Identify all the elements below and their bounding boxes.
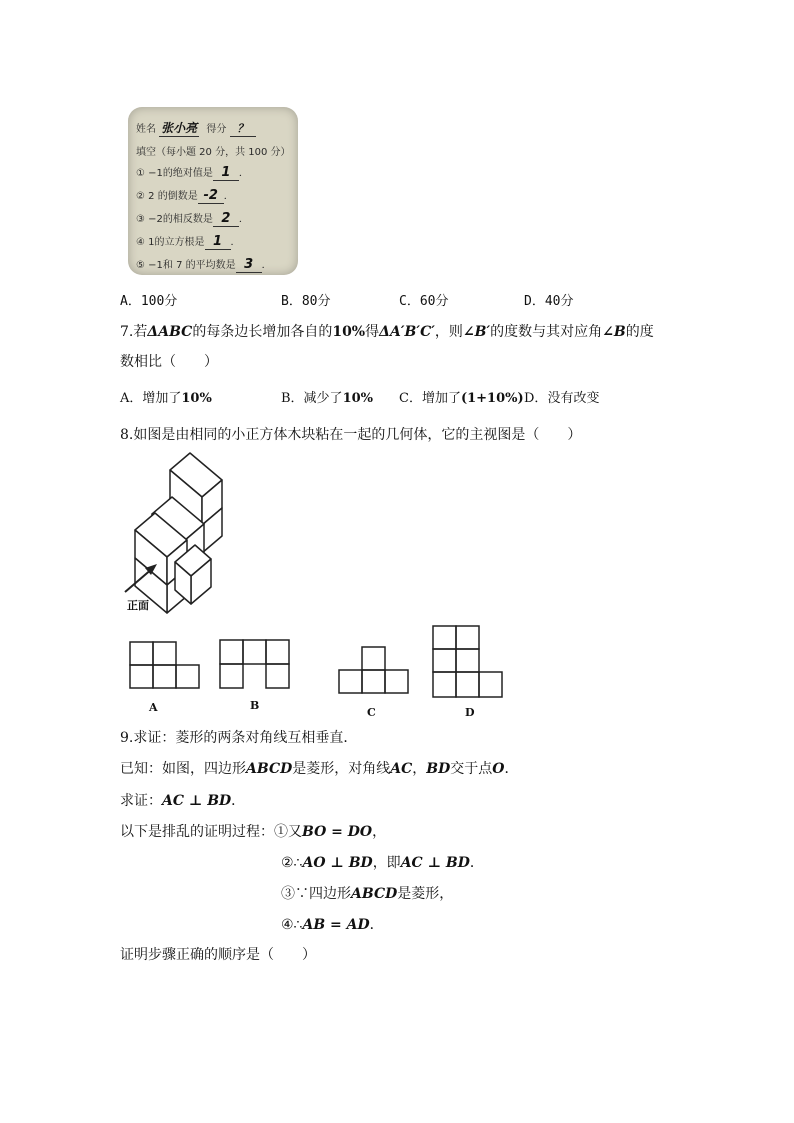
q9-given [120, 759, 518, 779]
quiz-item: ④ 1的立方根是 1 ． [136, 234, 241, 249]
quiz-item: ① −1的绝对值是 1 ． [136, 165, 249, 180]
option-prefix: A．增加了 [120, 391, 182, 406]
quiz-item: ③ −2的相反数是 2 ． [136, 211, 249, 226]
q9-text: 交于点 [450, 761, 493, 777]
item-number: ③ [136, 214, 145, 225]
q7-option-c[interactable] [399, 389, 524, 409]
q9-text: ． [469, 855, 484, 871]
item-text: 2 的倒数是 [148, 191, 198, 202]
score-label: 得分 [206, 124, 227, 135]
view-c-figure [339, 647, 408, 693]
q6-option-a[interactable]: A．100分 [120, 294, 178, 309]
q9-question: 证明步骤正确的顺序是（ ） [120, 947, 316, 963]
item-number: ⑤ [136, 260, 145, 271]
name-line [136, 119, 256, 137]
q6-option-d[interactable]: D．40分 [524, 294, 574, 309]
q9-math: AB = AD [302, 917, 370, 933]
q9-text: 以下是排乱的证明过程：①又 [120, 824, 302, 840]
item-number: ① [136, 168, 145, 179]
name-label: 姓名 [136, 124, 156, 135]
item-text: 1的立方根是 [148, 237, 205, 248]
q7-text: 的度数与其对应角 [490, 324, 603, 340]
q9-text: ． [369, 917, 384, 933]
q9-text: ④∴ [281, 917, 303, 933]
option-prefix: C．增加了 [399, 391, 461, 406]
q9-text: ． [231, 793, 246, 809]
q9-math: ABCD [246, 761, 293, 777]
q9-step-3 [281, 884, 453, 904]
q7-triangle-prime: ΔA′B′C′ [379, 324, 435, 340]
student-name: 张小亮 [161, 121, 198, 135]
option-value: (1+10%) [460, 391, 524, 406]
item-answer: 2 [213, 211, 239, 227]
q9-step-1 [120, 822, 386, 842]
view-a-label[interactable]: A [149, 701, 158, 714]
q9-step-2 [281, 853, 484, 873]
q7-stem [120, 322, 654, 342]
q9-text: ， [372, 824, 387, 840]
q8-view-options [125, 620, 515, 725]
q9-text: 是菱形，对角线 [292, 761, 391, 777]
q9-math: AC ⊥ BD [162, 793, 232, 809]
q9-math: AC [390, 761, 413, 777]
item-text: −1和 7 的平均数是 [148, 260, 236, 271]
q9-math: ABCD [351, 886, 398, 902]
quiz-item: ⑤ −1和 7 的平均数是 3 ． [136, 257, 272, 272]
q9-text: 是菱形， [397, 886, 454, 902]
q9-math: AO ⊥ BD [302, 855, 373, 871]
q9-text: ，即 [372, 855, 401, 871]
view-c-label[interactable]: C [367, 706, 376, 719]
q9-math: BD [426, 761, 451, 777]
option-prefix: B．减少了 [281, 391, 343, 406]
q8-stem: 8.如图是由相同的小正方体木块粘在一起的几何体，它的主视图是（ ） [120, 427, 582, 443]
score-value: ？ [230, 120, 256, 137]
q9-text: 已知：如图，四边形 [120, 761, 246, 777]
q7-percent: 10% [332, 324, 366, 340]
q7-angle: ∠B [602, 324, 626, 340]
front-label: 正面 [127, 599, 149, 612]
view-a-figure [130, 642, 199, 688]
view-b-figure [220, 640, 289, 688]
q7-text: 7.若 [120, 324, 148, 340]
item-text: −1的绝对值是 [148, 168, 213, 179]
item-answer: 1 [213, 165, 239, 181]
q7-option-b[interactable] [281, 389, 373, 409]
q9-text: ． [504, 761, 519, 777]
q6-option-b[interactable]: B．80分 [281, 294, 331, 309]
item-text: −2的相反数是 [148, 214, 213, 225]
q9-text: ②∴ [281, 855, 303, 871]
quiz-photo [128, 107, 298, 275]
option-value: 10% [342, 391, 374, 406]
q9-title: 9.求证：菱形的两条对角线互相垂直． [120, 730, 358, 746]
view-b-label[interactable]: B [250, 699, 260, 712]
cube-solid-figure [115, 450, 235, 620]
q9-math: O [492, 761, 505, 777]
item-answer: 1 [205, 234, 231, 250]
q9-math: AC ⊥ BD [400, 855, 470, 871]
q9-text: ③∵四边形 [281, 886, 351, 902]
q9-math: BO = DO [302, 824, 373, 840]
view-d-label[interactable]: D [465, 706, 475, 719]
item-answer: 3 [236, 257, 262, 273]
q7-text: ，则 [434, 324, 463, 340]
q7-stem-line2: 数相比（ ） [120, 354, 218, 370]
q7-option-d[interactable] [524, 389, 599, 409]
q7-angle-prime: ∠B′ [462, 324, 491, 340]
option-value: 没有改变 [547, 391, 600, 406]
q7-triangle: ΔABC [147, 324, 193, 340]
q7-text: 的每条边长增加各自的 [192, 324, 333, 340]
item-number: ④ [136, 237, 145, 248]
q7-text: 得 [365, 324, 380, 340]
view-d-figure [433, 626, 502, 697]
item-answer: -2 [198, 188, 224, 204]
q9-text: 求证： [120, 793, 162, 809]
item-number: ② [136, 191, 145, 202]
instruction: 填空（每小题 20 分，共 100 分） [136, 147, 291, 158]
q9-text: ， [412, 761, 427, 777]
q7-text: 的度 [625, 324, 654, 340]
option-value: 10% [181, 391, 212, 406]
q7-option-a[interactable] [120, 389, 212, 409]
q9-step-4 [281, 915, 384, 935]
q6-option-c[interactable]: C．60分 [399, 294, 449, 309]
quiz-item: ② 2 的倒数是 -2 ． [136, 188, 234, 203]
option-prefix: D． [524, 391, 548, 406]
q9-prove [120, 791, 245, 811]
